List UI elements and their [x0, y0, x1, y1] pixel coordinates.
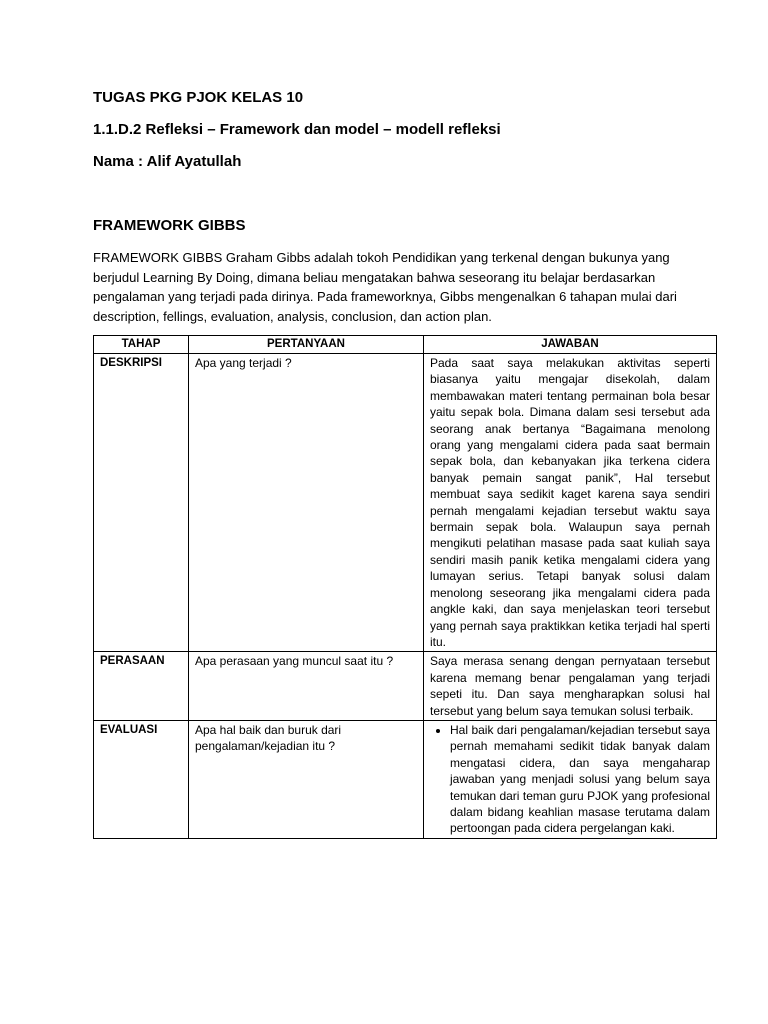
- stage-cell: EVALUASI: [94, 720, 189, 838]
- document-subtitle: 1.1.D.2 Refleksi – Framework dan model – modell refleksi: [93, 121, 501, 138]
- question-cell: Apa yang terjadi ?: [189, 354, 424, 652]
- answer-cell: Saya merasa senang dengan pernyataan tersebut karena memang benar pengalaman yang terjadi sepeti itu. Dan saya mengharapkan solusi hal tersebut yang belum saya temukan solusi terbaik.: [424, 652, 717, 721]
- question-cell: Apa hal baik dan buruk dari pengalaman/kejadian itu ?: [189, 720, 424, 838]
- table-header-row: [94, 336, 717, 354]
- header-tahap: TAHAP: [94, 336, 189, 354]
- author-name: Nama : Alif Ayatullah: [93, 153, 242, 170]
- table-row: [94, 720, 717, 838]
- answer-cell: Pada saat saya melakukan aktivitas seperti biasanya yaitu mengajar disekolah, dalam membawakan materi tentang permainan bola besar yaitu sepak bola. Dimana dalam sesi tersebut ada seorang anak bertanya “Bagaimana menolong orang yang mengalami cidera pada saat bermain sepak bola, dan kebanyakan jika terkena cidera banyak pemain sangat panik”, Hal tersebut membuat saya sedikit kaget karena saya sendiri pernah mengalami kejadian tersebut waktu saya bermain sepak bola. Walaupun saya pernah mengikuti pelatihan masase pada saat kuliah saya sendiri masih panik ketika mengalami cidera yang lumayan serius. Tetapi banyak solusi dalam menolong seseorang jika mengalami cidera pada angkle kaki, dan saya menjelaskan teori tersebut yang pernah saya praktikkan ketika terjadi hal sperti itu.: [424, 354, 717, 652]
- stage-cell: DESKRIPSI: [94, 354, 189, 652]
- gibbs-table: [93, 335, 717, 839]
- table-row: [94, 652, 717, 721]
- answer-cell: [424, 720, 717, 838]
- section-heading: FRAMEWORK GIBBS: [93, 217, 246, 234]
- intro-paragraph: FRAMEWORK GIBBS Graham Gibbs adalah tokoh Pendidikan yang terkenal dengan bukunya yang berjudul Learning By Doing, dimana beliau mengatakan bahwa seseorang itu belajar berdasarkan pengalaman yang terjadi pada dirinya. Pada frameworknya, Gibbs mengenalkan 6 tahapan mulai dari description, fellings, evaluation, analysis, conclusion, dan action plan.: [93, 250, 677, 324]
- header-pertanyaan: PERTANYAAN: [189, 336, 424, 354]
- answer-bullet-item: • Hal baik dari pengalaman/kejadian tersebut saya pernah memahami sedikit tidak banyak dalam mengatasi cidera, dan saya mengaharap jawaban yang menjadi solusi yang belum saya temukan dari teman guru PJOK yang profesional dalam bidang keahlian masase terutama dalam pertoongan pada cidera pergelangan kaki.: [450, 722, 710, 837]
- header-jawaban: JAWABAN: [424, 336, 717, 354]
- table-row: [94, 354, 717, 652]
- question-cell: Apa perasaan yang muncul saat itu ?: [189, 652, 424, 721]
- stage-cell: PERASAAN: [94, 652, 189, 721]
- document-title: TUGAS PKG PJOK KELAS 10: [93, 89, 304, 106]
- answer-bullet-list: [430, 722, 710, 837]
